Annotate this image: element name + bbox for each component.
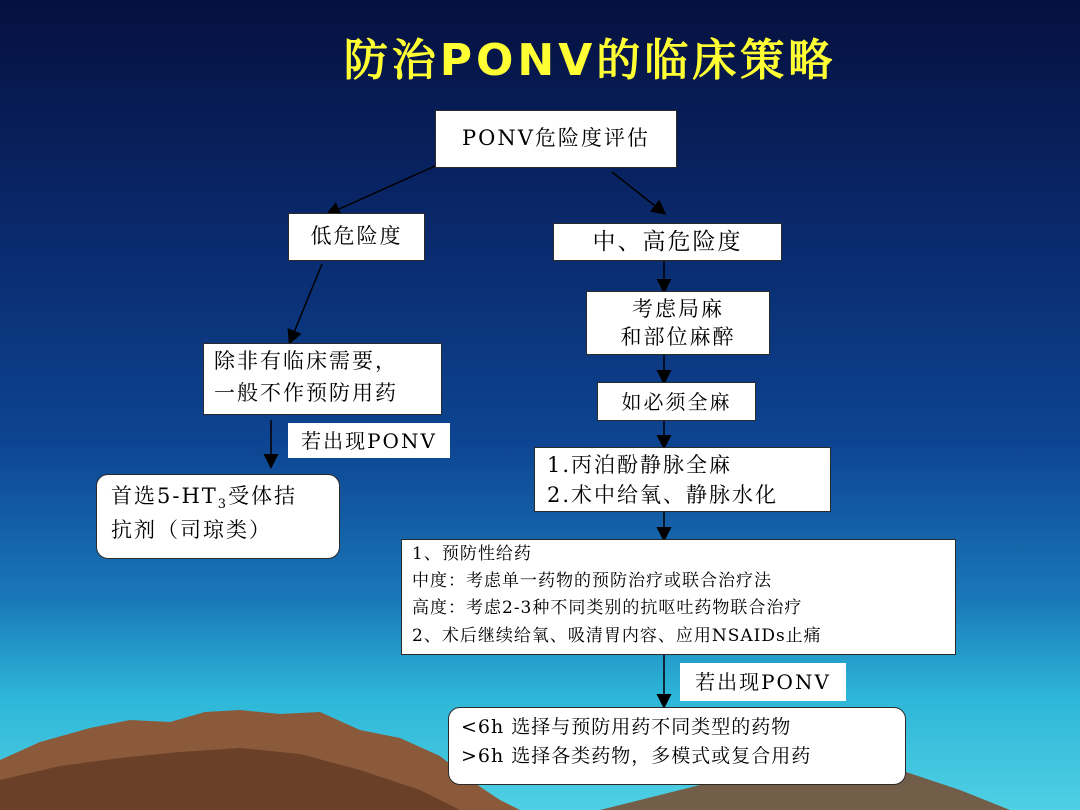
consider-regional-node [586,291,770,355]
low-risk-node: 低危险度 [288,213,425,261]
steps-line-2: 2.术中给氧、静脉水化 [547,483,779,508]
low-advice-line-1: 除非有临床需要， [214,349,398,373]
arrow-assess-to-midhigh [612,172,664,213]
prevention-line-3: 高度：考虑2-3种不同类别的抗呕吐药物联合治疗 [412,598,803,619]
mid-high-risk-node: 中、高危险度 [553,223,782,261]
if-ponv-label-left: 若出现PONV [288,423,450,458]
rescue-line-1: <6h 选择与预防用药不同类型的药物 [461,716,792,738]
low-advice-line-2: 一般不作预防用药 [214,380,398,405]
arrow-assess-to-low [328,166,435,214]
low-risk-advice-node [203,343,442,415]
if-general-anesthesia-node: 如必须全麻 [597,382,756,421]
arrow-low-to-advice [290,264,322,342]
first-choice-line-1: 首选$5-HT_3$受体拮 [111,484,298,513]
steps-line-1: 1.丙泊酚静脉全麻 [547,453,733,477]
rescue-line-2: >6h 选择各类药物，多模式或复合用药 [461,744,812,767]
prevention-node [401,539,956,655]
risk-assessment-node: PONV危险度评估 [435,110,677,168]
first-choice-node [96,474,340,559]
first-choice-line-2: 抗剂（司琼类） [111,517,272,542]
general-anesthesia-steps-node [534,447,831,512]
regional-line-1: 考虑局麻 [632,296,724,321]
prevention-line-4: 2、术后继续给氧、吸清胃内容、应用NSAIDs止痛 [412,625,822,646]
prevention-line-1: 1、预防性给药 [412,544,532,564]
prevention-line-2: 中度：考虑单一药物的预防治疗或联合治疗法 [412,571,772,592]
rescue-treatment-node [448,707,906,785]
regional-line-2: 和部位麻醉 [620,325,736,349]
page-title: 防治PONV的临床策略 [343,35,837,86]
if-ponv-label-right: 若出现PONV [680,663,846,701]
